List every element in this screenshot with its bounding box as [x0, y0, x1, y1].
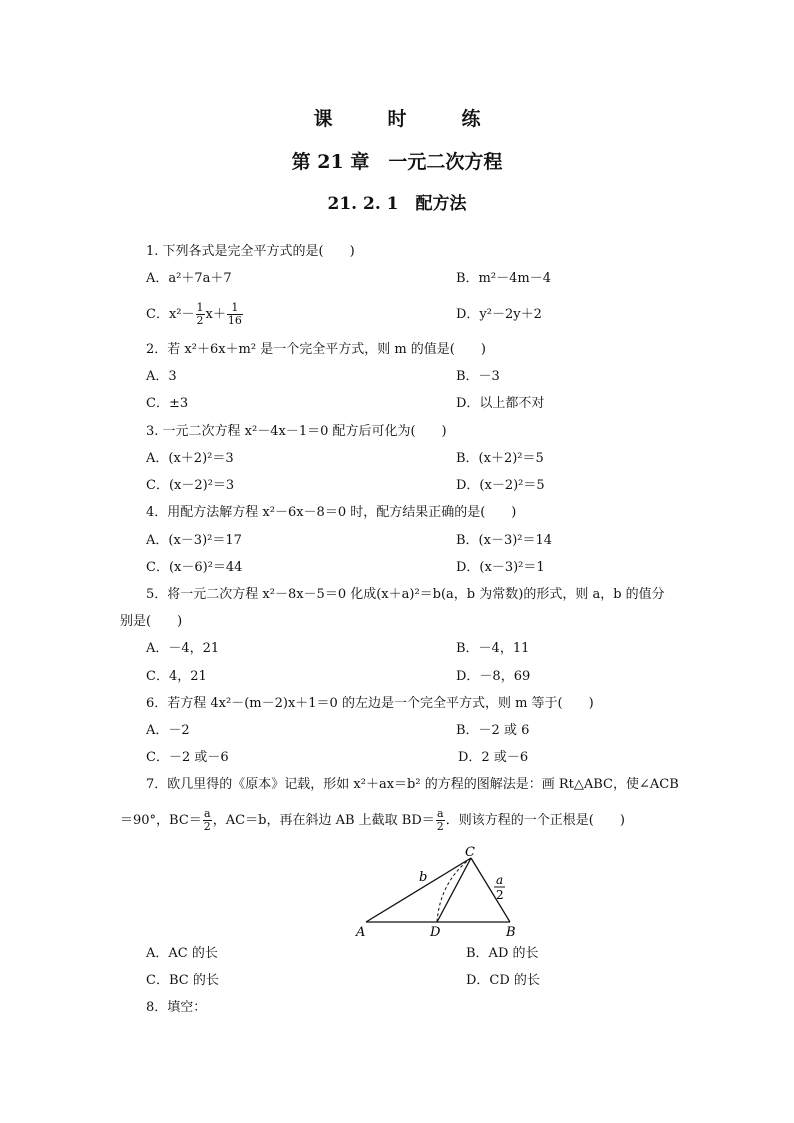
- question-2-option-b: B．－3: [456, 369, 500, 384]
- question-3-option-c: C．(x－2)²＝3: [146, 478, 235, 493]
- question-5-option-a: A．－4，21: [146, 641, 220, 656]
- question-5-option-d: D．－8，69: [456, 669, 531, 684]
- question-7-option-c: C．BC 的长: [146, 973, 219, 988]
- chapter-title: 第 21 章 一元二次方程: [291, 151, 503, 173]
- question-3-stem: 3. 一元二次方程 x²－4x－1＝0 配方后可化为( ): [146, 424, 447, 439]
- stem-part-3: ．则该方程的一个正根是( ): [445, 813, 625, 828]
- side-b-label: b: [419, 870, 428, 885]
- question-5-option-b: B．－4，11: [456, 641, 530, 656]
- question-6-option-c: C．－2 或－6: [146, 750, 229, 765]
- question-2-option-d: D．以上都不对: [456, 396, 545, 411]
- question-3-option-b: B．(x＋2)²＝5: [456, 451, 544, 466]
- vertex-a-label: A: [356, 925, 366, 940]
- question-4-option-d: D．(x－3)²＝1: [456, 560, 545, 575]
- question-2-option-c: C．±3: [146, 396, 189, 411]
- question-7-stem-continued: [120, 804, 625, 838]
- question-1-option-d: D．y²－2y＋2: [456, 307, 542, 322]
- side-bc: [471, 858, 510, 922]
- question-3-option-a: A．(x＋2)²＝3: [146, 451, 234, 466]
- question-3-option-d: D．(x－2)²＝5: [456, 478, 545, 493]
- question-1-option-a: A．a²＋7a＋7: [146, 271, 232, 286]
- question-6-option-a: A．－2: [146, 723, 190, 738]
- vertex-d-label: D: [430, 925, 441, 940]
- question-2-stem: 2．若 x²＋6x＋m² 是一个完全平方式，则 m 的值是( ): [146, 342, 486, 357]
- question-5-stem: 5．将一元二次方程 x²－8x－5＝0 化成(x＋a)²＝b(a，b 为常数)的形式，则 a，b 的值分: [146, 587, 665, 602]
- side-a-over-2-numerator: a: [496, 873, 504, 887]
- side-a-over-2-denominator: 2: [496, 888, 504, 902]
- question-1-option-b: B．m²－4m－4: [456, 271, 551, 286]
- fraction-denominator: 2: [196, 314, 204, 327]
- vertex-b-label: B: [506, 925, 516, 940]
- segment-cd: [437, 858, 471, 922]
- fraction-numerator: 1: [196, 301, 204, 314]
- question-4-stem: 4．用配方法解方程 x²－6x－8＝0 时，配方结果正确的是( ): [146, 505, 517, 520]
- question-7-option-a: A．AC 的长: [146, 946, 218, 961]
- question-1-stem: 1. 下列各式是完全平方式的是( ): [146, 244, 355, 259]
- question-6-option-d: D．2 或－6: [458, 750, 529, 765]
- question-1-option-c: [146, 298, 244, 332]
- question-4-option-b: B．(x－3)²＝14: [456, 533, 553, 548]
- vertex-c-label: C: [465, 845, 475, 860]
- fraction-numerator: a: [437, 807, 444, 820]
- question-4-option-a: A．(x－3)²＝17: [146, 533, 242, 548]
- option-c-mid: x＋: [205, 307, 226, 322]
- question-4-option-c: C．(x－6)²＝44: [146, 560, 243, 575]
- question-7-option-d: D．CD 的长: [466, 973, 540, 988]
- triangle-figure: [350, 842, 530, 940]
- question-5-stem-continued: 别是( ): [120, 614, 183, 629]
- question-2-option-a: A．3: [146, 369, 177, 384]
- fraction-denominator: 2: [436, 820, 444, 833]
- question-6-option-b: B．－2 或 6: [456, 723, 530, 738]
- fraction-one-sixteenth: [227, 302, 243, 327]
- section-title: 21. 2. 1 配方法: [327, 194, 467, 214]
- question-7-stem: 7．欧几里得的《原本》记载，形如 x²＋ax＝b² 的方程的图解法是：画 Rt△ABC，使∠ACB: [146, 777, 679, 792]
- fraction-one-half: [196, 302, 205, 327]
- stem-part-1: ＝90°，BC＝: [120, 813, 202, 828]
- question-7-option-b: B．AD 的长: [466, 946, 539, 961]
- option-c-prefix: C．x²－: [146, 307, 195, 322]
- fraction-denominator: 2: [203, 820, 211, 833]
- side-ac: [366, 858, 471, 922]
- fraction-denominator: 16: [227, 314, 242, 327]
- fraction-a-over-2: [436, 808, 445, 833]
- question-5-option-c: C．4，21: [146, 669, 207, 684]
- question-6-stem: 6．若方程 4x²－(m－2)x＋1＝0 的左边是一个完全平方式，则 m 等于( ): [146, 696, 594, 711]
- question-8-stem: 8．填空：: [146, 1000, 207, 1015]
- stem-part-2: ，AC＝b，再在斜边 AB 上截取 BD＝: [212, 813, 435, 828]
- fraction-a-over-2: [203, 808, 212, 833]
- fraction-numerator: a: [204, 807, 211, 820]
- page-title: 课 时 练: [313, 108, 499, 130]
- fraction-numerator: 1: [227, 302, 243, 315]
